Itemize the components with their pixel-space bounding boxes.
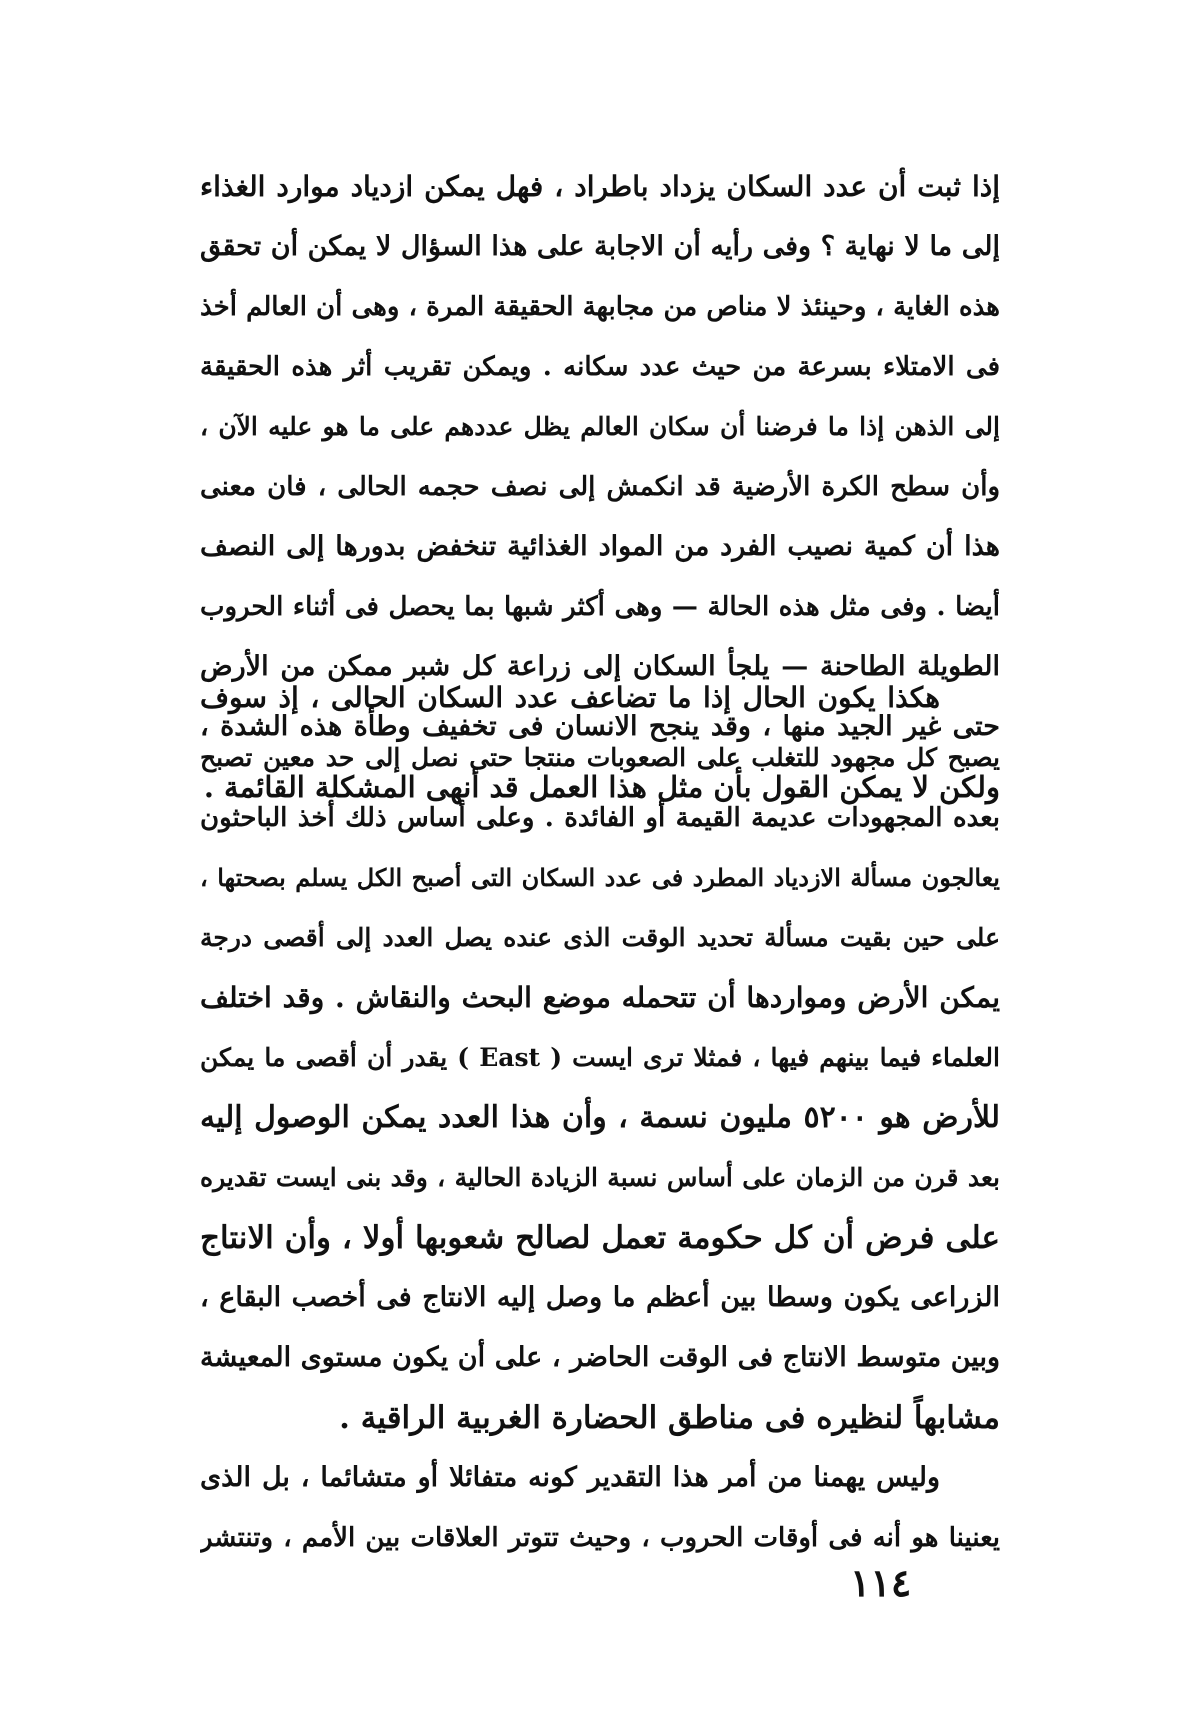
text-line: هكذا يكون الحال إذا ما تضاعف عدد السكان الحالى ، إذ سوف [200, 681, 940, 714]
text-line: للأرض هو ٥٢٠٠ مليون نسمة ، وأن هذا العدد يمكن الوصول إليه [200, 1100, 1000, 1135]
text-line: يمكن الأرض ومواردها أن تتحمله موضع البحث والنقاش . وقد اختلف [200, 981, 1000, 1014]
text-line: مشابهاً لنظيره فى مناطق الحضارة الغربية الراقية . [339, 1400, 1000, 1436]
text-line: أيضا . وفى مثل هذه الحالة — وهى أكثر شبها بما يحصل فى أثناء الحروب [200, 592, 1000, 622]
text-line: هذا أن كمية نصيب الفرد من المواد الغذائية تنخفض بدورها إلى النصف [200, 531, 1000, 562]
page-number: ١١٤ [850, 1560, 912, 1605]
text-line: هذه الغاية ، وحينئذ لا مناص من مجابهة الحقيقة المرة ، وهى أن العالم أخذ [200, 292, 1000, 322]
text-line: يعنينا هو أنه فى أوقات الحروب ، وحيث تتوتر العلاقات بين الأمم ، وتنتشر [200, 1523, 1000, 1553]
text-line: وأن سطح الكرة الأرضية قد انكمش إلى نصف حجمه الحالى ، فان معنى [200, 472, 1000, 502]
text-line: يعالجون مسألة الازدياد المطرد فى عدد السكان التى أصبح الكل يسلم بصحتها ، [200, 863, 1000, 892]
text-line: بعده المجهودات عديمة القيمة أو الفائدة . وعلى أساس ذلك أخذ الباحثون [200, 803, 1000, 833]
text-line: وليس يهمنا من أمر هذا التقدير كونه متفائلا أو متشائما ، بل الذى [200, 1462, 940, 1493]
paragraph-3 [200, 1448, 1000, 1568]
paragraph-2 [200, 668, 1000, 1448]
text-line: إلى الذهن إذا ما فرضنا أن سكان العالم يظل عددهم على ما هو عليه الآن ، [200, 412, 1000, 441]
text-line: إلى ما لا نهاية ؟ وفى رأيه أن الاجابة على هذا السؤال لا يمكن أن تحقق [200, 231, 1000, 262]
text-line: ولكن لا يمكن القول بأن مثل هذا العمل قد أنهى المشكلة القائمة . [203, 770, 1000, 804]
text-line: العلماء فيما بينهم فيها ، فمثلا ترى ايست ( East ) يقدر أن أقصى ما يمكن [200, 1043, 1000, 1072]
text-line: فى الامتلاء بسرعة من حيث عدد سكانه . ويمكن تقريب أثر هذه الحقيقة [200, 352, 1000, 382]
text-line: على فرض أن كل حكومة تعمل لصالح شعوبها أولا ، وأن الانتاج [200, 1220, 1000, 1256]
text-line: على حين بقيت مسألة تحديد الوقت الذى عنده يصل العدد إلى أقصى درجة [200, 923, 1000, 952]
text-line: حتى غير الجيد منها ، وقد ينجح الانسان فى تخفيف وطأة هذه الشدة ، [200, 711, 1000, 742]
text-line: الزراعى يكون وسطا بين أعظم ما وصل إليه الانتاج فى أخصب البقاع ، [200, 1282, 1000, 1313]
text-line: إذا ثبت أن عدد السكان يزداد باطراد ، فهل يمكن ازدياد موارد الغذاء [200, 170, 1000, 203]
text-line: يصبح كل مجهود للتغلب على الصعوبات منتجا حتى نصل إلى حد معين تصبح [200, 743, 1000, 772]
text-line: وبين متوسط الانتاج فى الوقت الحاضر ، على أن يكون مستوى المعيشة [200, 1342, 1000, 1373]
text-line: بعد قرن من الزمان على أساس نسبة الزيادة الحالية ، وقد بنى ايست تقديره [200, 1163, 1000, 1192]
text-line: الطويلة الطاحنة — يلجأ السكان إلى زراعة كل شبر ممكن من الأرض [200, 651, 1000, 682]
